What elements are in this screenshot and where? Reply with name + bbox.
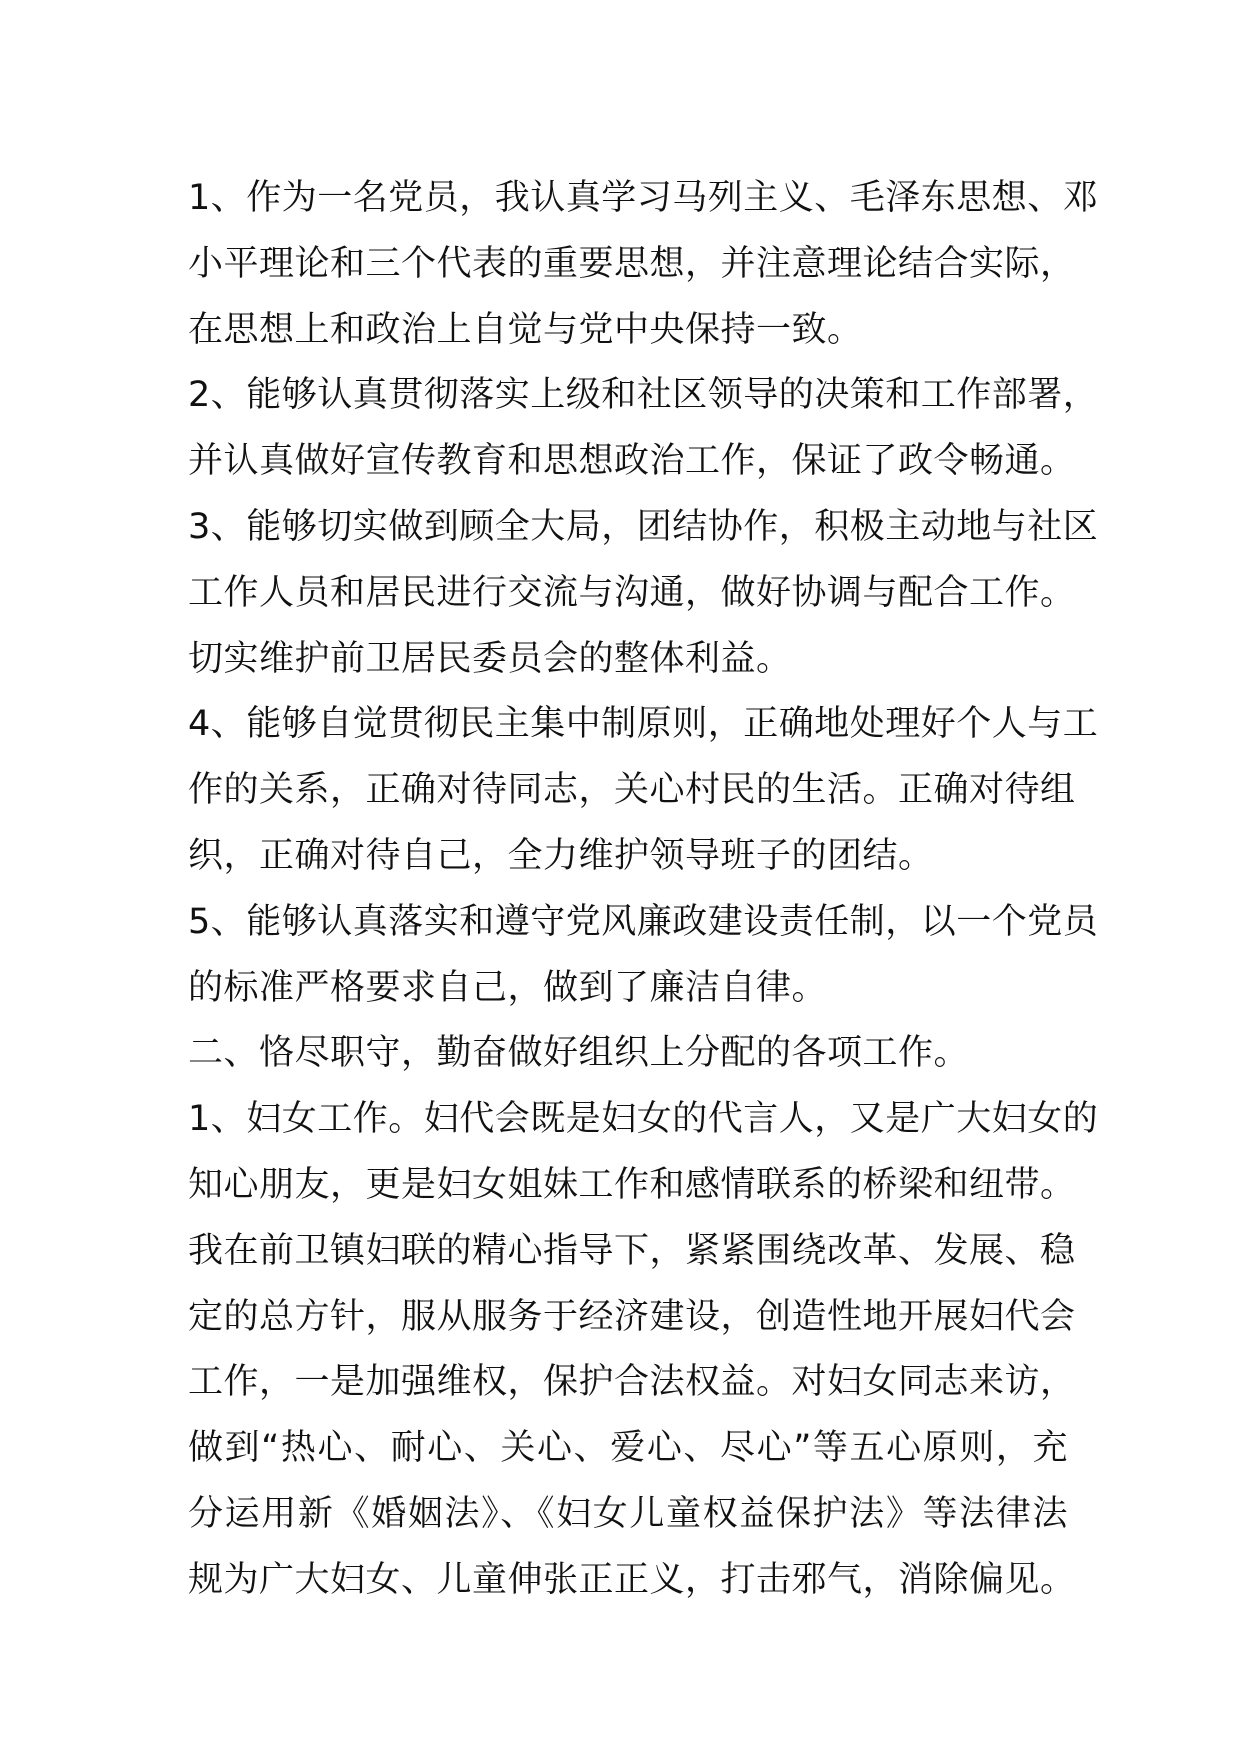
- text-line-17: 我在前卫镇妇联的精心指导下，紧紧围绕改革、发展、稳: [188, 1230, 1076, 1271]
- text-line-10: 作的关系，正确对待同志，关心村民的生活。正确对待组: [188, 770, 1076, 811]
- text-line-12: 5、能够认真落实和遵守党风廉政建设责任制，以一个党员: [188, 901, 1099, 942]
- text-line-9: 4、能够自觉贯彻民主集中制原则，正确地处理好个人与工: [188, 704, 1099, 745]
- text-line-15: 1、妇女工作。妇代会既是妇女的代言人，又是广大妇女的: [188, 1099, 1099, 1140]
- text-line-19: 工作，一是加强维权，保护合法权益。对妇女同志来访，: [188, 1362, 1076, 1403]
- text-line-8: 切实维护前卫居民委员会的整体利益。: [188, 638, 792, 679]
- text-line-20: 做到“热心、耐心、关心、爱心、尽心”等五心原则，充: [188, 1428, 1068, 1469]
- text-line-14: 二、恪尽职守，勤奋做好组织上分配的各项工作。: [188, 1033, 970, 1074]
- text-line-13: 的标准严格要求自己，做到了廉洁自律。: [188, 967, 828, 1008]
- text-line-2: 小平理论和三个代表的重要思想，并注意理论结合实际，: [188, 243, 1076, 284]
- text-line-7: 工作人员和居民进行交流与沟通，做好协调与配合工作。: [188, 572, 1076, 613]
- text-line-5: 并认真做好宣传教育和思想政治工作，保证了政令畅通。: [188, 441, 1076, 482]
- document-body: [188, 166, 1099, 1614]
- text-line-1: 1、作为一名党员，我认真学习马列主义、毛泽东思想、邓: [188, 178, 1099, 218]
- text-line-4: 2、能够认真贯彻落实上级和社区领导的决策和工作部署，: [188, 375, 1099, 416]
- text-line-11: 织，正确对待自己，全力维护领导班子的团结。: [188, 835, 934, 876]
- text-line-22: 规为广大妇女、儿童伸张正正义，打击邪气，消除偏见。: [188, 1559, 1076, 1600]
- text-line-21: 分运用新《婚姻法》、《妇女儿童权益保护法》等法律法: [188, 1493, 1068, 1534]
- text-line-3: 在思想上和政治上自觉与党中央保持一致。: [188, 309, 863, 350]
- text-line-6: 3、能够切实做到顾全大局，团结协作，积极主动地与社区: [188, 506, 1099, 547]
- text-line-18: 定的总方针，服从服务于经济建设，创造性地开展妇代会: [188, 1296, 1076, 1337]
- text-line-16: 知心朋友，更是妇女姐妹工作和感情联系的桥梁和纽带。: [188, 1164, 1076, 1205]
